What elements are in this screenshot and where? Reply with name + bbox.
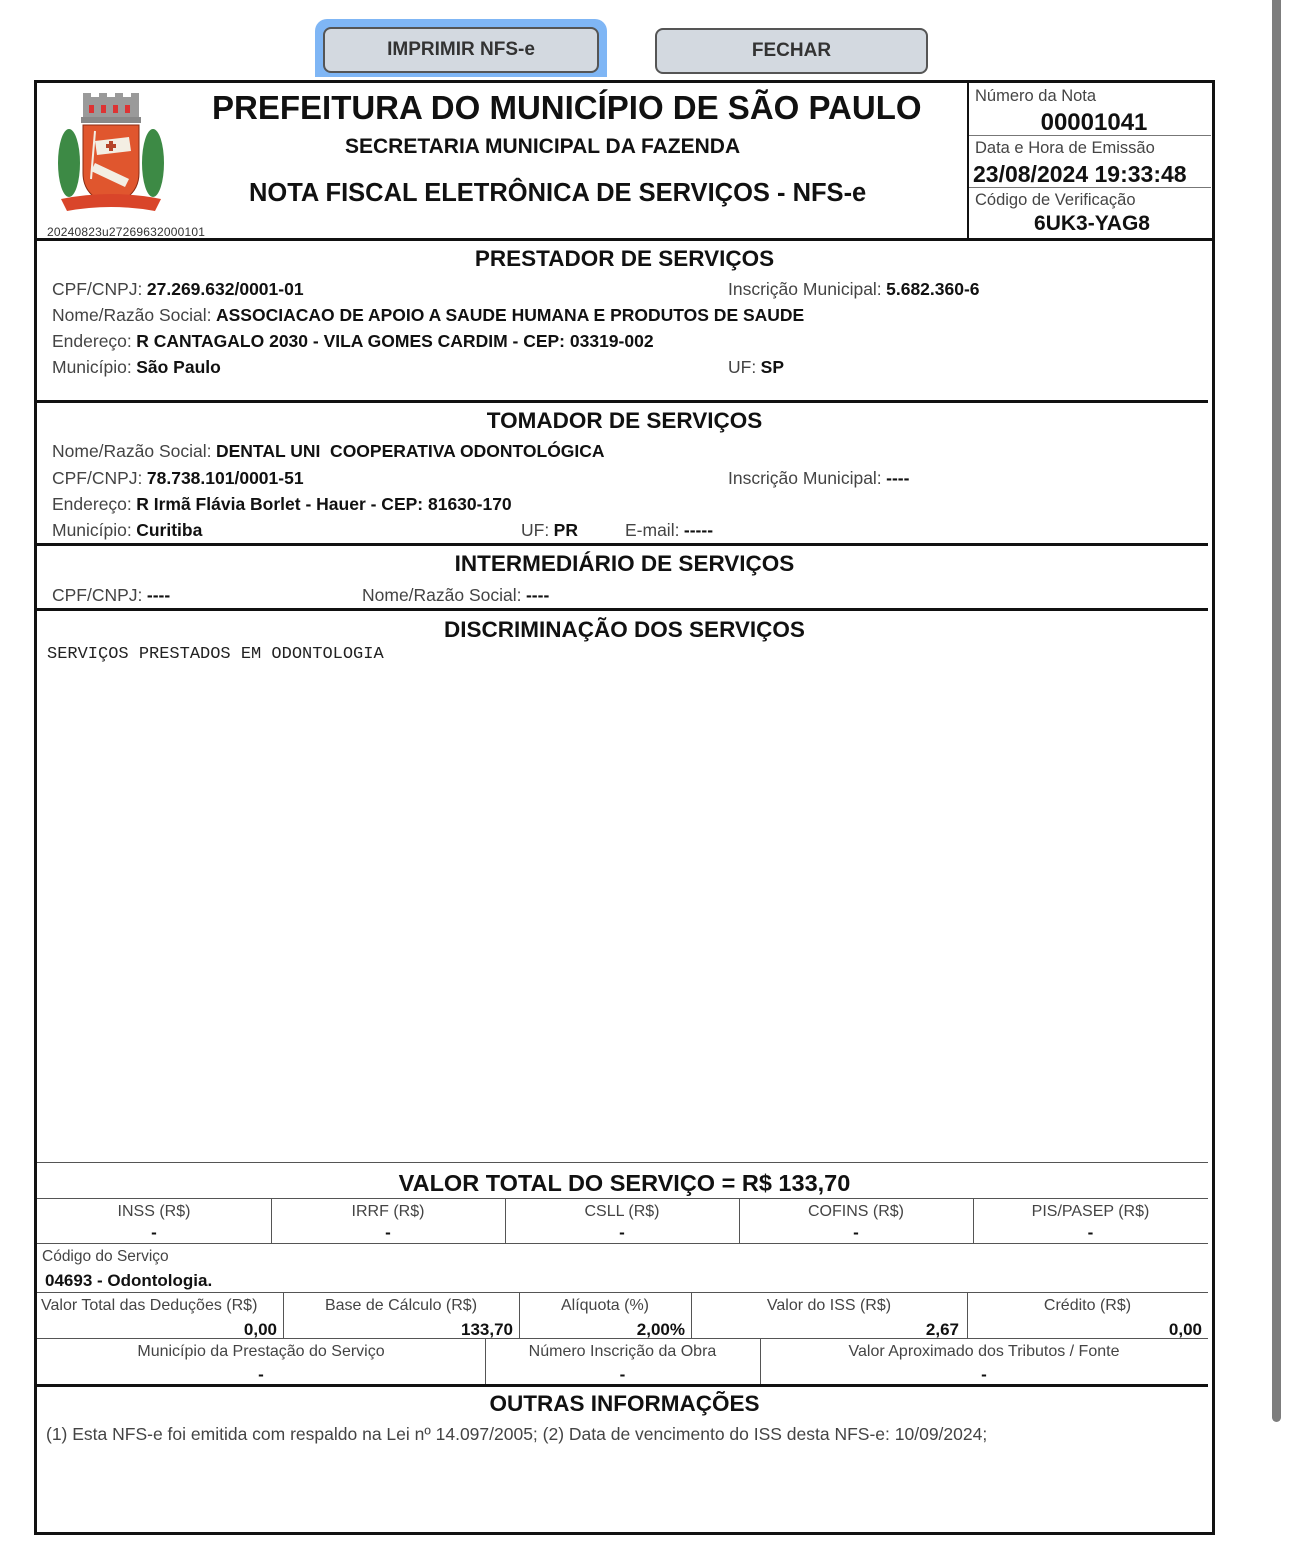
inss-label: INSS (R$) (117, 1203, 191, 1220)
service-code-label: Código do Serviço (42, 1248, 169, 1265)
prestador-cnpj-value: 27.269.632/0001-01 (146, 279, 304, 299)
credit-label: Crédito (R$) (1043, 1297, 1132, 1314)
intermediario-cnpj-label: CPF/CNPJ: (52, 585, 143, 605)
tomador-im-value: ---- (886, 468, 910, 488)
service-description: SERVIÇOS PRESTADOS EM ODONTOLOGIA (47, 645, 384, 664)
tomador-address-value: R Irmã Flávia Borlet - Hauer - CEP: 81630-170 (136, 494, 512, 514)
note-number-label: Número da Nota (975, 87, 1097, 105)
prestador-title: PRESTADOR DE SERVIÇOS (474, 246, 775, 271)
iss-value-label: Valor do ISS (R$) (766, 1297, 892, 1314)
work-registration-label: Número Inscrição da Obra (528, 1343, 717, 1360)
csll-value: - (619, 1223, 625, 1242)
pis-pasep-value: - (1087, 1223, 1094, 1242)
tomador-cnpj-label: CPF/CNPJ: (52, 468, 143, 488)
nfse-document (34, 80, 1215, 1535)
tomador-cnpj-value: 78.738.101/0001-51 (146, 468, 304, 488)
credit-value: 0,00 (1168, 1320, 1202, 1339)
prestador-address-label: Endereço: (52, 331, 132, 351)
page-subtitle: SECRETARIA MUNICIPAL DA FAZENDA (345, 135, 741, 158)
iss-value: 2,67 (925, 1320, 959, 1339)
prestador-address-value: R CANTAGALO 2030 - VILA GOMES CARDIM - CEP: 03319-002 (136, 331, 654, 351)
pis-pasep-label: PIS/PASEP (R$) (1031, 1203, 1150, 1220)
tomador-name-label: Nome/Razão Social: (52, 441, 212, 461)
tomador-title: TOMADOR DE SERVIÇOS (486, 408, 763, 433)
prestador-city-value: São Paulo (136, 357, 221, 377)
issue-date-value: 23/08/2024 19:33:48 (973, 161, 1187, 187)
page-title: PREFEITURA DO MUNICÍPIO DE SÃO PAULO (212, 89, 922, 126)
intermediario-name-label: Nome/Razão Social: (362, 585, 522, 605)
service-city-value: - (258, 1365, 264, 1384)
deductions-label: Valor Total das Deduções (R$) (41, 1297, 258, 1314)
tomador-city-value: Curitiba (136, 520, 203, 540)
tomador-email-label: E-mail: (625, 520, 680, 540)
calculation-base-value: 133,70 (461, 1320, 513, 1339)
prestador-name-label: Nome/Razão Social: (52, 305, 212, 325)
tomador-im-label: Inscrição Municipal: (728, 468, 882, 488)
prestador-cnpj-label: CPF/CNPJ: (52, 279, 143, 299)
note-number-value: 00001041 (1040, 109, 1148, 136)
prestador-im-value: 5.682.360-6 (886, 279, 980, 299)
tomador-uf-value: PR (553, 520, 578, 540)
verification-code-label: Código de Verificação (975, 191, 1136, 209)
irrf-label: IRRF (R$) (351, 1203, 425, 1220)
csll-label: CSLL (R$) (584, 1203, 660, 1220)
prestador-uf-label: UF: (728, 357, 757, 377)
intermediario-cnpj-value: ---- (146, 585, 171, 605)
prestador-city-label: Município: (52, 357, 132, 377)
prestador-uf-value: SP (760, 357, 785, 377)
irrf-value: - (385, 1223, 391, 1242)
tomador-email-value: ----- (683, 520, 714, 540)
work-registration-value: - (619, 1365, 626, 1384)
other-info-text: (1) Esta NFS-e foi emitida com respaldo na Lei nº 14.097/2005; (2) Data de vencimento do ISS desta NFS-e: 10/09/2024; (46, 1424, 988, 1444)
aliquota-value: 2,00% (636, 1320, 685, 1339)
prestador-name-value: ASSOCIACAO DE APOIO A SAUDE HUMANA E PRODUTOS DE SAUDE (215, 305, 805, 325)
tomador-name-value: DENTAL UNI COOPERATIVA ODONTOLÓGICA (215, 441, 605, 461)
deductions-value: 0,00 (243, 1320, 277, 1339)
service-code-value: 04693 - Odontologia. (45, 1271, 213, 1290)
discriminacao-title: DISCRIMINAÇÃO DOS SERVIÇOS (444, 617, 805, 642)
print-nfse-button[interactable]: IMPRIMIR NFS-e (323, 27, 599, 73)
tomador-address-label: Endereço: (52, 494, 132, 514)
barcode-text: 20240823u27269632000101 (47, 225, 206, 239)
aliquota-label: Alíquota (%) (560, 1297, 650, 1314)
sao-paulo-coat-of-arms-icon (55, 93, 167, 221)
issue-date-label: Data e Hora de Emissão (975, 139, 1155, 157)
service-city-label: Município da Prestação do Serviço (137, 1343, 385, 1360)
cofins-value: - (853, 1223, 859, 1242)
prestador-im-label: Inscrição Municipal: (728, 279, 882, 299)
intermediario-name-value: ---- (525, 585, 550, 605)
inss-value: - (151, 1223, 157, 1242)
other-info-title: OUTRAS INFORMAÇÕES (489, 1391, 760, 1416)
cofins-label: COFINS (R$) (808, 1203, 904, 1220)
close-button[interactable]: FECHAR (655, 28, 928, 74)
intermediario-title: INTERMEDIÁRIO DE SERVIÇOS (454, 551, 795, 576)
verification-code-value: 6UK3-YAG8 (1034, 212, 1150, 235)
document-title: NOTA FISCAL ELETRÔNICA DE SERVIÇOS - NFS-e (249, 179, 867, 207)
approx-taxes-value: - (981, 1365, 987, 1384)
calculation-base-label: Base de Cálculo (R$) (324, 1297, 478, 1314)
vertical-scrollbar[interactable] (1272, 0, 1281, 1422)
note-info-box (967, 83, 1215, 238)
tomador-city-label: Município: (52, 520, 132, 540)
tomador-uf-label: UF: (521, 520, 550, 540)
approx-taxes-label: Valor Aproximado dos Tributos / Fonte (848, 1343, 1120, 1360)
total-service-value: VALOR TOTAL DO SERVIÇO = R$ 133,70 (398, 1170, 851, 1196)
